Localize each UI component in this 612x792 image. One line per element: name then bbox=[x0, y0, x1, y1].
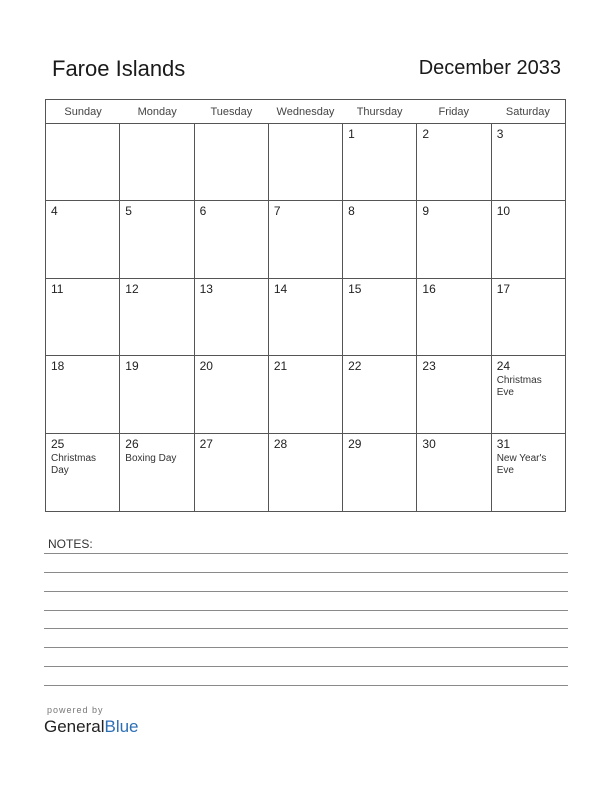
day-number: 21 bbox=[273, 359, 288, 374]
day-cell bbox=[492, 279, 565, 355]
weekday-header-row bbox=[46, 100, 565, 124]
day-number: 31 bbox=[496, 436, 511, 451]
day-number: 28 bbox=[273, 436, 288, 451]
day-cell bbox=[343, 434, 417, 511]
holiday-label: Christmas Day bbox=[51, 452, 97, 476]
notes-label: NOTES: bbox=[48, 537, 93, 551]
day-number: 14 bbox=[273, 281, 288, 296]
day-cell bbox=[46, 279, 120, 355]
day-cell bbox=[492, 124, 565, 200]
week-row bbox=[46, 279, 565, 356]
day-number: 9 bbox=[422, 204, 430, 219]
day-cell bbox=[46, 434, 120, 511]
day-number: 15 bbox=[348, 281, 362, 296]
day-cell bbox=[269, 279, 343, 355]
note-line bbox=[44, 591, 568, 592]
day-cell bbox=[120, 279, 194, 355]
holiday-label: New Year's Eve bbox=[496, 452, 547, 476]
day-cell bbox=[269, 434, 343, 511]
day-cell bbox=[343, 279, 417, 355]
day-cell bbox=[417, 434, 491, 511]
brand-name-blue: Blue bbox=[104, 717, 139, 736]
powered-by-text: powered by bbox=[47, 705, 104, 715]
day-cell bbox=[46, 356, 120, 432]
day-cell bbox=[417, 124, 491, 200]
brand-name-general: General bbox=[44, 717, 105, 736]
note-line bbox=[44, 685, 568, 686]
day-cell bbox=[492, 201, 565, 277]
week-row bbox=[46, 356, 565, 433]
day-cell bbox=[120, 124, 194, 200]
day-number: 11 bbox=[51, 281, 64, 296]
day-cell bbox=[195, 434, 269, 511]
day-number: 3 bbox=[496, 127, 504, 141]
day-number: 17 bbox=[496, 281, 511, 296]
weekday-monday: Monday bbox=[137, 106, 177, 118]
day-number: 5 bbox=[125, 204, 132, 219]
day-cell bbox=[343, 124, 417, 200]
day-number: 7 bbox=[273, 204, 281, 219]
weekday-tuesday: Tuesday bbox=[210, 106, 253, 118]
holiday-label: Christmas Eve bbox=[496, 375, 542, 399]
day-cell bbox=[492, 356, 565, 432]
day-number: 18 bbox=[51, 359, 65, 374]
day-number: 29 bbox=[348, 436, 362, 451]
day-number: 4 bbox=[51, 204, 58, 219]
day-cell bbox=[120, 356, 194, 432]
day-number: 30 bbox=[422, 436, 436, 451]
day-cell bbox=[269, 124, 343, 200]
day-number: 22 bbox=[348, 359, 362, 374]
day-cell bbox=[120, 201, 194, 277]
day-cell bbox=[269, 356, 343, 432]
note-line bbox=[44, 647, 568, 648]
brand-logo bbox=[44, 717, 139, 737]
day-number: 10 bbox=[496, 204, 511, 219]
day-number: 16 bbox=[422, 281, 436, 296]
weeks-container bbox=[46, 124, 565, 511]
day-cell bbox=[195, 124, 269, 200]
day-cell bbox=[195, 279, 269, 355]
weekday-saturday: Saturday bbox=[505, 106, 550, 118]
day-number: 24 bbox=[496, 359, 511, 374]
day-number: 26 bbox=[125, 436, 139, 451]
day-cell bbox=[343, 201, 417, 277]
day-number: 19 bbox=[125, 359, 139, 374]
weekday-friday: Friday bbox=[438, 106, 470, 118]
day-cell bbox=[120, 434, 194, 511]
country-title: Faroe Islands bbox=[52, 56, 186, 81]
note-line bbox=[44, 572, 568, 573]
day-cell bbox=[46, 201, 120, 277]
day-number: 27 bbox=[199, 436, 213, 451]
month-title: December 2033 bbox=[418, 57, 561, 79]
day-cell bbox=[46, 124, 120, 200]
weekday-wednesday: Wednesday bbox=[276, 106, 335, 118]
weekday-thursday: Thursday bbox=[356, 106, 403, 118]
day-cell bbox=[195, 356, 269, 432]
week-row bbox=[46, 201, 565, 278]
day-number: 13 bbox=[199, 281, 213, 296]
day-cell bbox=[417, 279, 491, 355]
day-cell bbox=[195, 201, 269, 277]
note-line bbox=[44, 666, 568, 667]
note-line bbox=[44, 553, 568, 554]
day-number: 20 bbox=[199, 359, 213, 374]
day-number: 8 bbox=[348, 204, 355, 219]
day-number: 2 bbox=[422, 127, 430, 141]
day-number: 6 bbox=[199, 204, 207, 219]
day-number: 25 bbox=[51, 436, 65, 451]
day-number: 1 bbox=[348, 127, 355, 141]
day-cell bbox=[417, 201, 491, 277]
day-number: 23 bbox=[422, 359, 436, 374]
week-row bbox=[46, 124, 565, 201]
day-cell bbox=[492, 434, 565, 511]
calendar-grid bbox=[45, 99, 566, 512]
holiday-label: Boxing Day bbox=[125, 452, 177, 464]
day-cell bbox=[343, 356, 417, 432]
note-line bbox=[44, 610, 568, 611]
note-line bbox=[44, 628, 568, 629]
weekday-sunday: Sunday bbox=[64, 106, 102, 118]
day-cell bbox=[417, 356, 491, 432]
week-row bbox=[46, 434, 565, 511]
day-cell bbox=[269, 201, 343, 277]
day-number: 12 bbox=[125, 281, 139, 296]
